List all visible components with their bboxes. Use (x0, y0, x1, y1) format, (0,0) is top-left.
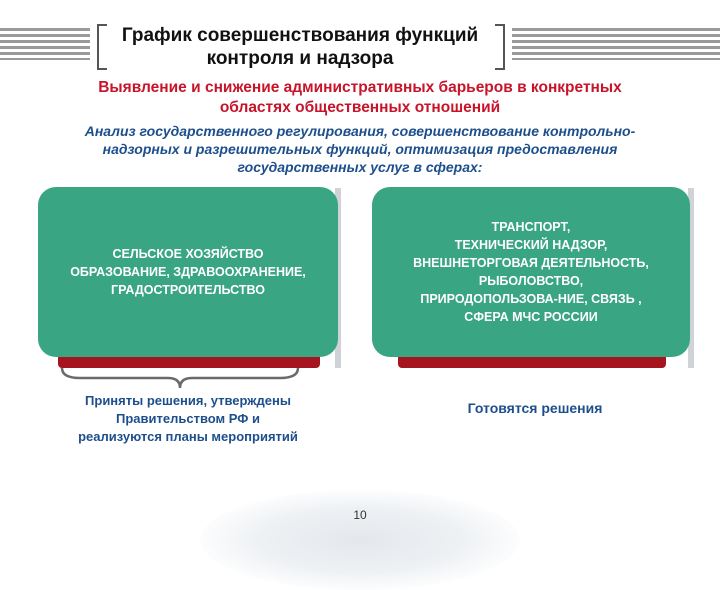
header-stripes-left (0, 28, 90, 60)
curly-brace-icon (60, 366, 300, 390)
header-stripes-right (512, 28, 720, 60)
decision-right: Готовятся решения (467, 400, 603, 416)
card-left (38, 187, 338, 357)
subtitle-line-2: областях общественных отношений (219, 99, 501, 116)
analysis-line-1: Анализ государственного регулирования, совершенствование контрольно- (84, 123, 636, 139)
decision-left: Приняты решения, утверждены Правительством РФ и реализуются планы мероприятий (78, 393, 298, 444)
card-right-text: ТРАНСПОРТ, ТЕХНИЧЕСКИЙ НАДЗОР, ВНЕШНЕТОРГОВАЯ ДЕЯТЕЛЬНОСТЬ, РЫБОЛОВСТВО, ПРИРОДОПОЛЬЗОВА-НИЕ, СВЯЗЬ , СФЕРА МЧС РОССИИ (413, 220, 649, 324)
page-title (105, 24, 495, 70)
card-right (372, 187, 690, 357)
analysis-text (20, 122, 700, 176)
title-line-1: График совершенствования функций (121, 25, 479, 46)
footer-glow (200, 490, 520, 590)
title-line-2: контроля и надзора (206, 48, 394, 69)
card-left-text: СЕЛЬСКОЕ ХОЗЯЙСТВО ОБРАЗОВАНИЕ, ЗДРАВООХРАНЕНИЕ, ГРАДОСТРОИТЕЛЬСТВО (70, 247, 306, 297)
analysis-line-2: надзорных и разрешительных функций, оптимизация предоставления (102, 141, 618, 157)
analysis-line-3: государственных услуг в сферах: (237, 159, 483, 175)
page-number: 10 (353, 508, 367, 522)
subtitle-line-1: Выявление и снижение административных барьеров в конкретных (98, 79, 622, 96)
title-bracket-right (495, 24, 505, 70)
subtitle (20, 78, 700, 118)
